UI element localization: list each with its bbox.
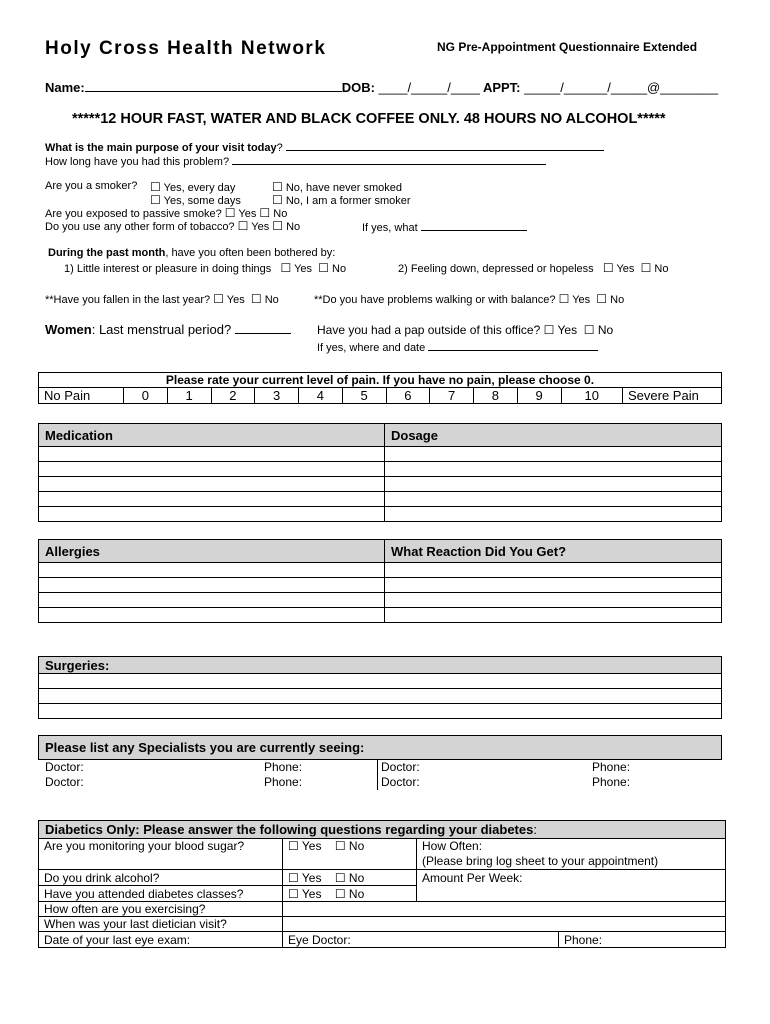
pap-question: Have you had a pap outside of this office?	[317, 323, 541, 337]
classes-options	[283, 886, 417, 902]
q-dietician: When was your last dietician visit?	[39, 917, 283, 932]
diabetes-header-text: Diabetics Only: Please answer the following questions regarding your diabetes	[45, 822, 534, 837]
allergy-cell[interactable]	[39, 578, 385, 593]
checkbox-icon: ☐	[272, 180, 283, 194]
pain-option[interactable]: 1	[167, 388, 211, 404]
opt-some-days[interactable]	[150, 193, 241, 207]
checkbox-icon: ☐	[272, 219, 284, 233]
problem-row	[45, 153, 546, 168]
pap-where-question: If yes, where and date	[317, 342, 426, 354]
yes-label: Yes	[301, 870, 322, 885]
pain-high-label: Severe Pain	[623, 388, 722, 404]
checkbox-icon: ☐	[224, 206, 236, 220]
amount-cell[interactable]: Amount Per Week:	[417, 870, 726, 886]
fallen-no[interactable]	[251, 294, 279, 306]
pain-option[interactable]: 3	[255, 388, 299, 404]
eye-doctor-cell[interactable]: Eye Doctor:	[283, 932, 559, 948]
reaction-cell[interactable]	[385, 593, 722, 608]
specialist-phone-3[interactable]: Phone:	[264, 775, 303, 789]
specialist-doctor-4[interactable]: Doctor:	[381, 775, 420, 789]
walking-no[interactable]	[596, 294, 624, 306]
dosage-cell[interactable]	[385, 507, 722, 522]
alcohol-options	[283, 870, 417, 886]
specialists-table	[38, 735, 722, 760]
checkbox-icon: ☐	[640, 261, 652, 275]
no-label: No	[264, 294, 279, 306]
checkbox-icon: ☐	[602, 261, 614, 275]
tobacco-yes[interactable]	[238, 221, 270, 233]
reaction-header: What Reaction Did You Get?	[385, 540, 722, 563]
name-field[interactable]	[85, 80, 342, 92]
no-label: No	[332, 263, 347, 275]
if-yes-what-label: If yes, what	[362, 222, 418, 234]
pain-low-label: No Pain	[39, 388, 124, 404]
opt-label: Yes, every day	[163, 182, 236, 194]
specialist-doctor-3[interactable]: Doctor:	[45, 775, 84, 789]
tobacco-row	[45, 219, 300, 233]
no-label: No	[654, 263, 669, 275]
opt-label: No, have never smoked	[285, 182, 402, 194]
problem-label: How long have you had this problem?	[45, 156, 230, 168]
mood-q2-row	[398, 261, 668, 275]
no-label: No	[348, 886, 365, 901]
q-eye: Date of your last eye exam:	[39, 932, 283, 948]
purpose-label: What is the main purpose of your visit today	[45, 142, 277, 154]
no-label: No	[348, 839, 365, 853]
walking-row	[314, 292, 624, 306]
pap-where-field[interactable]	[428, 339, 598, 351]
checkbox-icon: ☐	[334, 870, 346, 885]
q-classes: Have you attended diabetes classes?	[39, 886, 283, 902]
yes-label: Yes	[301, 886, 322, 901]
tobacco-question: Do you use any other form of tobacco?	[45, 221, 235, 233]
yes-label: Yes	[557, 323, 578, 337]
exercise-answer[interactable]	[283, 902, 726, 917]
checkbox-icon: ☐	[596, 292, 608, 306]
appt-field[interactable]: _____/______/_____@________	[524, 80, 719, 95]
fallen-question: **Have you fallen in the last year?	[45, 294, 211, 306]
checkbox-icon: ☐	[259, 206, 271, 220]
medication-cell[interactable]	[39, 447, 385, 462]
mood-intro	[48, 247, 335, 259]
monitor-options	[283, 839, 417, 870]
surgeries-table	[38, 656, 722, 719]
checkbox-icon: ☐	[250, 292, 262, 306]
checkbox-icon: ☐	[583, 323, 595, 337]
tobacco-what-field[interactable]	[421, 219, 527, 231]
checkbox-icon: ☐	[334, 886, 346, 901]
tobacco-what-row	[362, 219, 527, 234]
allergy-cell[interactable]	[39, 563, 385, 578]
passive-question: Are you exposed to passive smoke?	[45, 208, 222, 220]
specialist-phone-2[interactable]: Phone:	[592, 760, 631, 774]
yes-label: Yes	[251, 221, 270, 233]
checkbox-icon: ☐	[150, 180, 161, 194]
pain-option[interactable]: 8	[474, 388, 518, 404]
checkbox-icon: ☐	[280, 261, 292, 275]
menstrual-field[interactable]	[235, 322, 291, 334]
reaction-cell[interactable]	[385, 563, 722, 578]
pain-option[interactable]: 7	[430, 388, 474, 404]
purpose-qmark: ?	[276, 142, 283, 154]
checkbox-icon: ☐	[558, 292, 570, 306]
yes-label: Yes	[572, 294, 591, 306]
log-sheet-note: (Please bring log sheet to your appointment)	[422, 854, 659, 868]
yes-label: Yes	[238, 208, 257, 220]
pap-yes[interactable]	[544, 323, 577, 337]
tobacco-no[interactable]	[272, 221, 300, 233]
opt-every-day[interactable]	[150, 180, 235, 194]
mood-q2-no[interactable]	[641, 263, 669, 275]
smoker-question: Are you a smoker?	[45, 180, 138, 192]
opt-label: Yes, some days	[163, 195, 241, 207]
yes-label: Yes	[301, 839, 322, 853]
no-label: No	[597, 323, 614, 337]
checkbox-icon: ☐	[543, 323, 555, 337]
menstrual-question: : Last menstrual period?	[91, 322, 232, 337]
reaction-cell[interactable]	[385, 578, 722, 593]
allergy-cell[interactable]	[39, 608, 385, 623]
alcohol-yes[interactable]	[288, 871, 321, 885]
eye-phone-cell[interactable]: Phone:	[559, 932, 726, 948]
specialists-divider	[377, 759, 378, 790]
pap-no[interactable]	[584, 323, 613, 337]
diabetes-header-colon: :	[533, 822, 537, 837]
mood-q1: 1) Little interest or pleasure in doing things	[64, 263, 272, 275]
dosage-cell[interactable]	[385, 477, 722, 492]
specialist-phone-1[interactable]: Phone:	[264, 760, 303, 774]
allergies-table	[38, 539, 722, 623]
classes-yes[interactable]	[288, 887, 321, 901]
checkbox-icon: ☐	[288, 839, 299, 853]
pain-option[interactable]: 6	[386, 388, 430, 404]
checkbox-icon: ☐	[318, 261, 329, 275]
pain-option[interactable]: 10	[561, 388, 623, 404]
dosage-cell[interactable]	[385, 492, 722, 507]
pain-option[interactable]: 9	[517, 388, 561, 404]
alcohol-no[interactable]	[335, 871, 364, 885]
opt-never[interactable]	[272, 180, 402, 194]
surgery-cell[interactable]	[39, 674, 722, 689]
fast-notice: *****12 HOUR FAST, WATER AND BLACK COFFEE ONLY. 48 HOURS NO ALCOHOL*****	[72, 111, 666, 127]
purpose-field[interactable]	[286, 139, 604, 151]
women-label: Women	[45, 322, 92, 337]
specialist-doctor-1[interactable]: Doctor:	[45, 760, 84, 774]
walking-question: **Do you have problems walking or with balance?	[314, 294, 556, 306]
dosage-cell[interactable]	[385, 447, 722, 462]
fallen-row	[45, 292, 279, 306]
form-title: NG Pre-Appointment Questionnaire Extended	[437, 40, 698, 54]
checkbox-icon: ☐	[288, 870, 299, 885]
diabetes-header	[39, 821, 726, 839]
specialist-phone-4[interactable]: Phone:	[592, 775, 631, 789]
surgery-cell[interactable]	[39, 704, 722, 719]
checkbox-icon: ☐	[213, 292, 224, 306]
yes-label: Yes	[226, 294, 245, 306]
opt-former[interactable]	[272, 193, 411, 207]
q-alcohol: Do you drink alcohol?	[39, 870, 283, 886]
reaction-cell[interactable]	[385, 608, 722, 623]
pap-where-row	[317, 339, 598, 354]
classes-blank	[417, 886, 726, 902]
problem-field[interactable]	[232, 153, 546, 165]
medication-cell[interactable]	[39, 477, 385, 492]
q-monitor: Are you monitoring your blood sugar?	[39, 839, 283, 870]
purpose-row	[45, 139, 604, 154]
mood-q1-row	[64, 261, 346, 275]
dob-field[interactable]: ____/_____/____	[378, 80, 480, 95]
dosage-cell[interactable]	[385, 462, 722, 477]
mood-q1-yes[interactable]	[280, 263, 312, 275]
yes-label: Yes	[616, 263, 635, 275]
pain-header: Please rate your current level of pain. If you have no pain, please choose 0.	[39, 373, 722, 388]
pain-option[interactable]: 0	[124, 388, 168, 404]
opt-label: No, I am a former smoker	[285, 195, 411, 207]
checkbox-icon: ☐	[150, 193, 161, 207]
allergies-header: Allergies	[39, 540, 385, 563]
classes-no[interactable]	[335, 887, 364, 901]
pain-option[interactable]: 2	[211, 388, 255, 404]
medication-header: Medication	[39, 424, 385, 447]
checkbox-icon: ☐	[334, 839, 346, 853]
name-row	[45, 80, 718, 95]
menstrual-row	[45, 322, 291, 337]
how-often-label: How Often:	[422, 839, 483, 853]
specialists-header: Please list any Specialists you are currently seeing:	[39, 736, 722, 760]
org-name: Holy Cross Health Network	[45, 38, 327, 59]
medication-cell[interactable]	[39, 462, 385, 477]
no-label: No	[273, 208, 288, 220]
medication-cell[interactable]	[39, 507, 385, 522]
appt-label: APPT:	[482, 80, 521, 95]
pap-row	[317, 323, 613, 337]
name-label: Name:	[45, 80, 85, 95]
allergy-cell[interactable]	[39, 593, 385, 608]
surgery-cell[interactable]	[39, 689, 722, 704]
diabetes-table	[38, 820, 726, 948]
dob-label: DOB:	[341, 80, 375, 95]
no-label: No	[286, 221, 301, 233]
how-often-cell[interactable]	[417, 839, 726, 870]
q-exercise: How often are you exercising?	[39, 902, 283, 917]
pain-scale-table	[38, 372, 722, 404]
pain-option[interactable]: 4	[299, 388, 343, 404]
mood-q2-yes[interactable]	[603, 263, 635, 275]
pain-option[interactable]: 5	[342, 388, 386, 404]
checkbox-icon: ☐	[288, 886, 299, 901]
mood-intro-bold: During the past month	[48, 247, 166, 259]
passive-row	[45, 206, 287, 220]
medication-cell[interactable]	[39, 492, 385, 507]
mood-intro-rest: , have you often been bothered by:	[165, 247, 336, 259]
no-label: No	[610, 294, 625, 306]
medication-table	[38, 423, 722, 522]
specialist-doctor-2[interactable]: Doctor:	[381, 760, 420, 774]
checkbox-icon: ☐	[237, 219, 249, 233]
yes-label: Yes	[294, 263, 313, 275]
mood-q2: 2) Feeling down, depressed or hopeless	[398, 263, 594, 275]
fallen-yes[interactable]	[213, 294, 245, 306]
walking-yes[interactable]	[559, 294, 591, 306]
surgeries-header: Surgeries:	[39, 657, 722, 674]
monitor-yes[interactable]	[288, 839, 321, 853]
mood-q1-no[interactable]	[318, 263, 346, 275]
dietician-answer[interactable]	[283, 917, 726, 932]
checkbox-icon: ☐	[272, 193, 283, 207]
no-label: No	[348, 870, 365, 885]
monitor-no[interactable]	[335, 839, 364, 853]
dosage-header: Dosage	[385, 424, 722, 447]
